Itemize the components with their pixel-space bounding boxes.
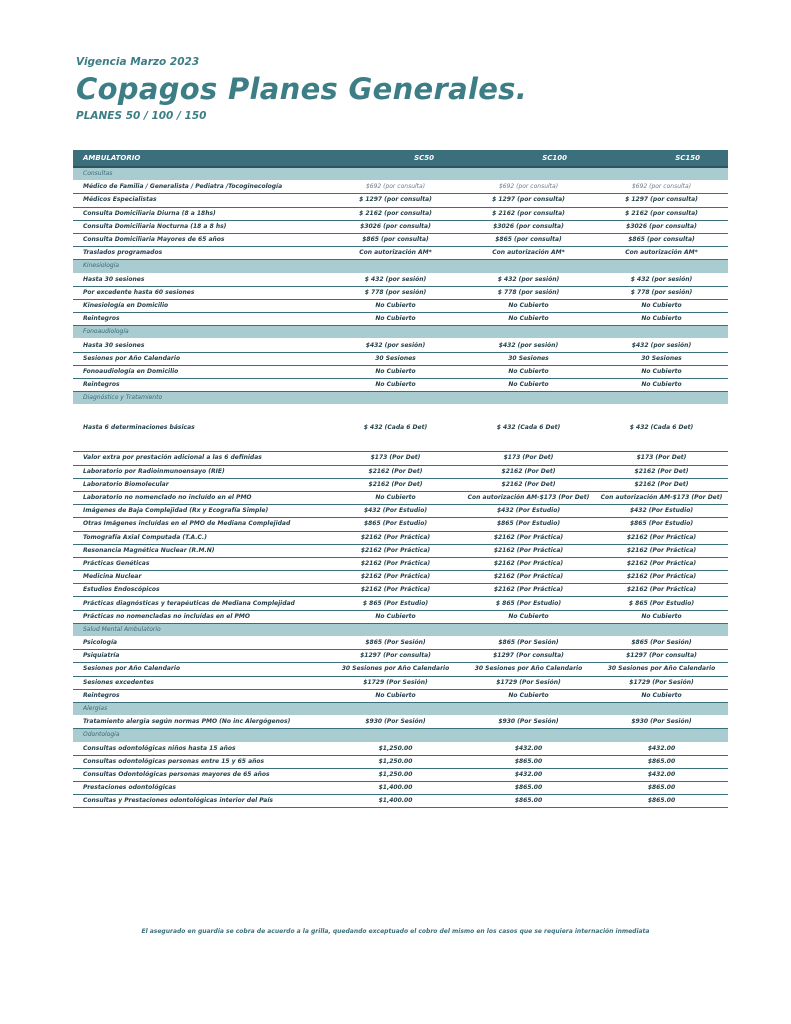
- row-label: Fonoaudiología en Domicilio: [73, 365, 329, 378]
- cell-sc50: $692 (por consulta): [329, 181, 462, 194]
- cell-sc150: $ 2162 (por consulta): [595, 207, 728, 220]
- table-row: [73, 782, 728, 795]
- cell-sc100: $ 432 (por sesión): [462, 273, 595, 286]
- table-row: [73, 273, 728, 286]
- table-row: [73, 637, 728, 650]
- cell-sc100: 30 Sesiones: [462, 352, 595, 365]
- cell-sc150: $865.00: [595, 755, 728, 768]
- row-label: Prestaciones odontológicas: [73, 782, 329, 795]
- cell-sc150: No Cubierto: [595, 299, 728, 312]
- cell-sc150: No Cubierto: [595, 313, 728, 326]
- column-header-sc100: SC100: [462, 150, 595, 167]
- cell-sc150: No Cubierto: [595, 379, 728, 392]
- cell-sc50: $1729 (Por Sesión): [329, 676, 462, 689]
- cell-sc50: $2162 (Por Práctica): [329, 531, 462, 544]
- cell-sc50: $ 2162 (por consulta): [329, 207, 462, 220]
- cell-sc50: No Cubierto: [329, 365, 462, 378]
- cell-sc50: No Cubierto: [329, 491, 462, 504]
- cell-sc100: 30 Sesiones por Año Calendario: [462, 663, 595, 676]
- section-title: Kinesiología: [73, 260, 728, 273]
- row-label: Consulta Domiciliaria Diurna (8 a 18hs): [73, 207, 329, 220]
- cell-sc100: $2162 (Por Práctica): [462, 544, 595, 557]
- cell-sc100: $ 1297 (por consulta): [462, 194, 595, 207]
- cell-sc50: Con autorización AM*: [329, 247, 462, 260]
- table-row: [73, 286, 728, 299]
- table-row: [73, 194, 728, 207]
- cell-sc50: $ 1297 (por consulta): [329, 194, 462, 207]
- table-row: [73, 557, 728, 570]
- row-label: Sesiones excedentes: [73, 676, 329, 689]
- cell-sc100: $ 778 (por sesión): [462, 286, 595, 299]
- cell-sc150: $432.00: [595, 768, 728, 781]
- table-row: [73, 478, 728, 491]
- row-label: Hasta 6 determinaciones básicas: [73, 405, 329, 452]
- cell-sc100: $432.00: [462, 768, 595, 781]
- section-row: [73, 623, 728, 636]
- section-title: Odontología: [73, 729, 728, 742]
- cell-sc150: Con autorización AM*: [595, 247, 728, 260]
- cell-sc50: $1,250.00: [329, 755, 462, 768]
- table-row: [73, 452, 728, 465]
- row-label: Sesiones por Año Calendario: [73, 352, 329, 365]
- cell-sc150: $865 (por consulta): [595, 233, 728, 246]
- cell-sc150: $930 (Por Sesión): [595, 716, 728, 729]
- cell-sc150: $3026 (por consulta): [595, 220, 728, 233]
- table-row: [73, 663, 728, 676]
- table-header-row: [73, 150, 728, 167]
- cell-sc100: $432 (por sesión): [462, 339, 595, 352]
- column-header-sc50: SC50: [329, 150, 462, 167]
- cell-sc50: $2162 (Por Det): [329, 465, 462, 478]
- row-label: Médico de Familia / Generalista / Pediatra /Tocoginecología: [73, 181, 329, 194]
- cell-sc50: $ 432 (por sesión): [329, 273, 462, 286]
- cell-sc50: $432 (por sesión): [329, 339, 462, 352]
- cell-sc50: $ 778 (por sesión): [329, 286, 462, 299]
- cell-sc100: $865.00: [462, 782, 595, 795]
- row-label: Prácticas no nomencladas no incluídas en el PMO: [73, 610, 329, 623]
- row-label: Psiquiatría: [73, 650, 329, 663]
- table-row: [73, 518, 728, 531]
- table-body: [73, 167, 728, 808]
- table-row: [73, 689, 728, 702]
- cell-sc150: $2162 (Por Det): [595, 465, 728, 478]
- cell-sc100: No Cubierto: [462, 365, 595, 378]
- row-label: Prácticas diagnósticas y terapéuticas de Mediana Complejidad: [73, 597, 329, 610]
- row-label: Valor extra por prestación adicional a las 6 definidas: [73, 452, 329, 465]
- cell-sc50: No Cubierto: [329, 610, 462, 623]
- cell-sc50: 30 Sesiones: [329, 352, 462, 365]
- cell-sc50: $2162 (Por Práctica): [329, 544, 462, 557]
- copay-table: [73, 150, 728, 808]
- cell-sc50: $930 (Por Sesión): [329, 716, 462, 729]
- cell-sc150: $865 (Por Sesión): [595, 637, 728, 650]
- cell-sc150: $2162 (Por Práctica): [595, 557, 728, 570]
- cell-sc50: $2162 (Por Práctica): [329, 557, 462, 570]
- row-label: Consultas odontológicas niños hasta 15 años: [73, 742, 329, 755]
- cell-sc150: $1297 (Por consulta): [595, 650, 728, 663]
- table-row: [73, 405, 728, 452]
- row-label: Médicos Especialistas: [73, 194, 329, 207]
- cell-sc50: $1,400.00: [329, 782, 462, 795]
- cell-sc150: $432 (por sesión): [595, 339, 728, 352]
- row-label: Hasta 30 sesiones: [73, 339, 329, 352]
- cell-sc100: $ 865 (Por Estudio): [462, 597, 595, 610]
- table-row: [73, 742, 728, 755]
- cell-sc150: 30 Sesiones: [595, 352, 728, 365]
- cell-sc100: Con autorización AM*: [462, 247, 595, 260]
- cell-sc50: $1,400.00: [329, 795, 462, 808]
- row-label: Hasta 30 sesiones: [73, 273, 329, 286]
- cell-sc150: $ 778 (por sesión): [595, 286, 728, 299]
- cell-sc150: No Cubierto: [595, 610, 728, 623]
- cell-sc50: No Cubierto: [329, 689, 462, 702]
- table-row: [73, 544, 728, 557]
- cell-sc100: No Cubierto: [462, 379, 595, 392]
- cell-sc50: $865 (por consulta): [329, 233, 462, 246]
- table-row: [73, 181, 728, 194]
- table-row: [73, 233, 728, 246]
- section-title: Diagnóstico y Tratamiento: [73, 392, 728, 405]
- cell-sc100: $1297 (Por consulta): [462, 650, 595, 663]
- cell-sc50: $1,250.00: [329, 768, 462, 781]
- cell-sc100: $865 (Por Estudio): [462, 518, 595, 531]
- section-row: [73, 392, 728, 405]
- cell-sc150: $ 865 (Por Estudio): [595, 597, 728, 610]
- row-label: Otras Imágenes incluídas en el PMO de Mediana Complejidad: [73, 518, 329, 531]
- row-label: Imágenes de Baja Complejidad (Rx y Ecografía Simple): [73, 505, 329, 518]
- row-label: Laboratorio no nomenclado no incluído en el PMO: [73, 491, 329, 504]
- table-row: [73, 755, 728, 768]
- cell-sc150: $173 (Por Det): [595, 452, 728, 465]
- table-row: [73, 597, 728, 610]
- cell-sc150: 30 Sesiones por Año Calendario: [595, 663, 728, 676]
- cell-sc50: $432 (Por Estudio): [329, 505, 462, 518]
- cell-sc150: No Cubierto: [595, 365, 728, 378]
- footer-note: El asegurado en guardia se cobra de acuerdo a la grilla, quedando exceptuado el cobro del mismo en los casos que se requiera internación inmediata: [141, 928, 650, 935]
- section-row: [73, 702, 728, 715]
- cell-sc100: $930 (Por Sesión): [462, 716, 595, 729]
- row-label: Consultas y Prestaciones odontológicas interior del País: [73, 795, 329, 808]
- table-row: [73, 491, 728, 504]
- cell-sc150: $865.00: [595, 795, 728, 808]
- table-row: [73, 584, 728, 597]
- table-row: [73, 505, 728, 518]
- cell-sc100: $2162 (Por Práctica): [462, 584, 595, 597]
- cell-sc100: No Cubierto: [462, 299, 595, 312]
- table-row: [73, 716, 728, 729]
- table-row: [73, 465, 728, 478]
- cell-sc100: $173 (Por Det): [462, 452, 595, 465]
- section-row: [73, 729, 728, 742]
- plans-subtitle: PLANES 50 / 100 / 150: [76, 110, 207, 122]
- cell-sc50: No Cubierto: [329, 379, 462, 392]
- cell-sc150: $ 432 (Cada 6 Det): [595, 405, 728, 452]
- table-row: [73, 220, 728, 233]
- cell-sc100: No Cubierto: [462, 610, 595, 623]
- row-label: Tratamiento alergia según normas PMO (No inc Alergógenos): [73, 716, 329, 729]
- page-header: [76, 56, 527, 122]
- cell-sc50: No Cubierto: [329, 299, 462, 312]
- table-row: [73, 379, 728, 392]
- row-label: Resonancia Magnética Nuclear (R.M.N): [73, 544, 329, 557]
- cell-sc100: Con autorización AM-$173 (Por Det): [462, 491, 595, 504]
- cell-sc50: $2162 (Por Práctica): [329, 584, 462, 597]
- table-row: [73, 610, 728, 623]
- column-header-ambulatorio: AMBULATORIO: [73, 150, 329, 167]
- cell-sc150: $432.00: [595, 742, 728, 755]
- cell-sc150: $2162 (Por Práctica): [595, 531, 728, 544]
- cell-sc150: No Cubierto: [595, 689, 728, 702]
- row-label: Kinesiología en Domicilio: [73, 299, 329, 312]
- row-label: Estudios Endoscópicos: [73, 584, 329, 597]
- cell-sc150: $2162 (Por Det): [595, 478, 728, 491]
- cell-sc100: $865 (por consulta): [462, 233, 595, 246]
- cell-sc50: No Cubierto: [329, 313, 462, 326]
- row-label: Reintegros: [73, 313, 329, 326]
- table-row: [73, 571, 728, 584]
- cell-sc100: $2162 (Por Práctica): [462, 571, 595, 584]
- table-row: [73, 247, 728, 260]
- cell-sc50: 30 Sesiones por Año Calendario: [329, 663, 462, 676]
- table-row: [73, 207, 728, 220]
- cell-sc100: No Cubierto: [462, 689, 595, 702]
- cell-sc150: $ 432 (por sesión): [595, 273, 728, 286]
- column-header-sc150: SC150: [595, 150, 728, 167]
- cell-sc100: $2162 (Por Práctica): [462, 557, 595, 570]
- cell-sc150: $865.00: [595, 782, 728, 795]
- cell-sc150: $1729 (Por Sesión): [595, 676, 728, 689]
- row-label: Traslados programados: [73, 247, 329, 260]
- cell-sc150: $2162 (Por Práctica): [595, 584, 728, 597]
- cell-sc50: $2162 (Por Det): [329, 478, 462, 491]
- table-row: [73, 352, 728, 365]
- cell-sc50: $1,250.00: [329, 742, 462, 755]
- cell-sc100: $865.00: [462, 755, 595, 768]
- row-label: Consultas odontológicas personas entre 15 y 65 años: [73, 755, 329, 768]
- table-row: [73, 531, 728, 544]
- row-label: Por excedente hasta 60 sesiones: [73, 286, 329, 299]
- row-label: Reintegros: [73, 689, 329, 702]
- cell-sc100: $865.00: [462, 795, 595, 808]
- cell-sc50: $3026 (por consulta): [329, 220, 462, 233]
- section-row: [73, 167, 728, 181]
- row-label: Prácticas Genéticas: [73, 557, 329, 570]
- table-row: [73, 299, 728, 312]
- cell-sc50: $173 (Por Det): [329, 452, 462, 465]
- table-row: [73, 339, 728, 352]
- row-label: Sesiones por Año Calendario: [73, 663, 329, 676]
- cell-sc100: $2162 (Por Det): [462, 478, 595, 491]
- row-label: Laboratorio Biomolecular: [73, 478, 329, 491]
- section-title: Fonoaudiología: [73, 326, 728, 339]
- table-row: [73, 365, 728, 378]
- cell-sc100: $432.00: [462, 742, 595, 755]
- table-row: [73, 313, 728, 326]
- section-row: [73, 260, 728, 273]
- row-label: Tomografía Axial Computada (T.A.C.): [73, 531, 329, 544]
- cell-sc100: $2162 (Por Det): [462, 465, 595, 478]
- row-label: Reintegros: [73, 379, 329, 392]
- cell-sc150: $ 1297 (por consulta): [595, 194, 728, 207]
- cell-sc150: $865 (Por Estudio): [595, 518, 728, 531]
- row-label: Consulta Domiciliaria Nocturna (18 a 8 hs): [73, 220, 329, 233]
- cell-sc100: No Cubierto: [462, 313, 595, 326]
- cell-sc100: $ 2162 (por consulta): [462, 207, 595, 220]
- cell-sc100: $3026 (por consulta): [462, 220, 595, 233]
- cell-sc50: $ 865 (Por Estudio): [329, 597, 462, 610]
- row-label: Medicina Nuclear: [73, 571, 329, 584]
- cell-sc150: $2162 (Por Práctica): [595, 571, 728, 584]
- cell-sc150: Con autorización AM-$173 (Por Det): [595, 491, 728, 504]
- cell-sc100: $432 (Por Estudio): [462, 505, 595, 518]
- row-label: Psicología: [73, 637, 329, 650]
- cell-sc50: $865 (Por Sesión): [329, 637, 462, 650]
- row-label: Consultas Odontológicas personas mayores de 65 años: [73, 768, 329, 781]
- section-title: Consultas: [73, 167, 728, 181]
- cell-sc150: $692 (por consulta): [595, 181, 728, 194]
- row-label: Laboratorio por Radioinmunoensayo (RIE): [73, 465, 329, 478]
- cell-sc50: $1297 (Por consulta): [329, 650, 462, 663]
- cell-sc100: $865 (Por Sesión): [462, 637, 595, 650]
- section-title: Alergias: [73, 702, 728, 715]
- cell-sc150: $2162 (Por Práctica): [595, 544, 728, 557]
- cell-sc150: $432 (Por Estudio): [595, 505, 728, 518]
- table-row: [73, 650, 728, 663]
- cell-sc100: $692 (por consulta): [462, 181, 595, 194]
- cell-sc100: $2162 (Por Práctica): [462, 531, 595, 544]
- table-row: [73, 768, 728, 781]
- cell-sc50: $865 (Por Estudio): [329, 518, 462, 531]
- cell-sc100: $1729 (Por Sesión): [462, 676, 595, 689]
- cell-sc50: $ 432 (Cada 6 Det): [329, 405, 462, 452]
- section-title: Salud Mental Ambulatorio: [73, 623, 728, 636]
- table-row: [73, 676, 728, 689]
- section-row: [73, 326, 728, 339]
- table-row: [73, 795, 728, 808]
- cell-sc50: $2162 (Por Práctica): [329, 571, 462, 584]
- validity-date: Vigencia Marzo 2023: [76, 56, 200, 68]
- cell-sc100: $ 432 (Cada 6 Det): [462, 405, 595, 452]
- row-label: Consulta Domiciliaria Mayores de 65 años: [73, 233, 329, 246]
- page-title: Copagos Planes Generales.: [76, 72, 528, 106]
